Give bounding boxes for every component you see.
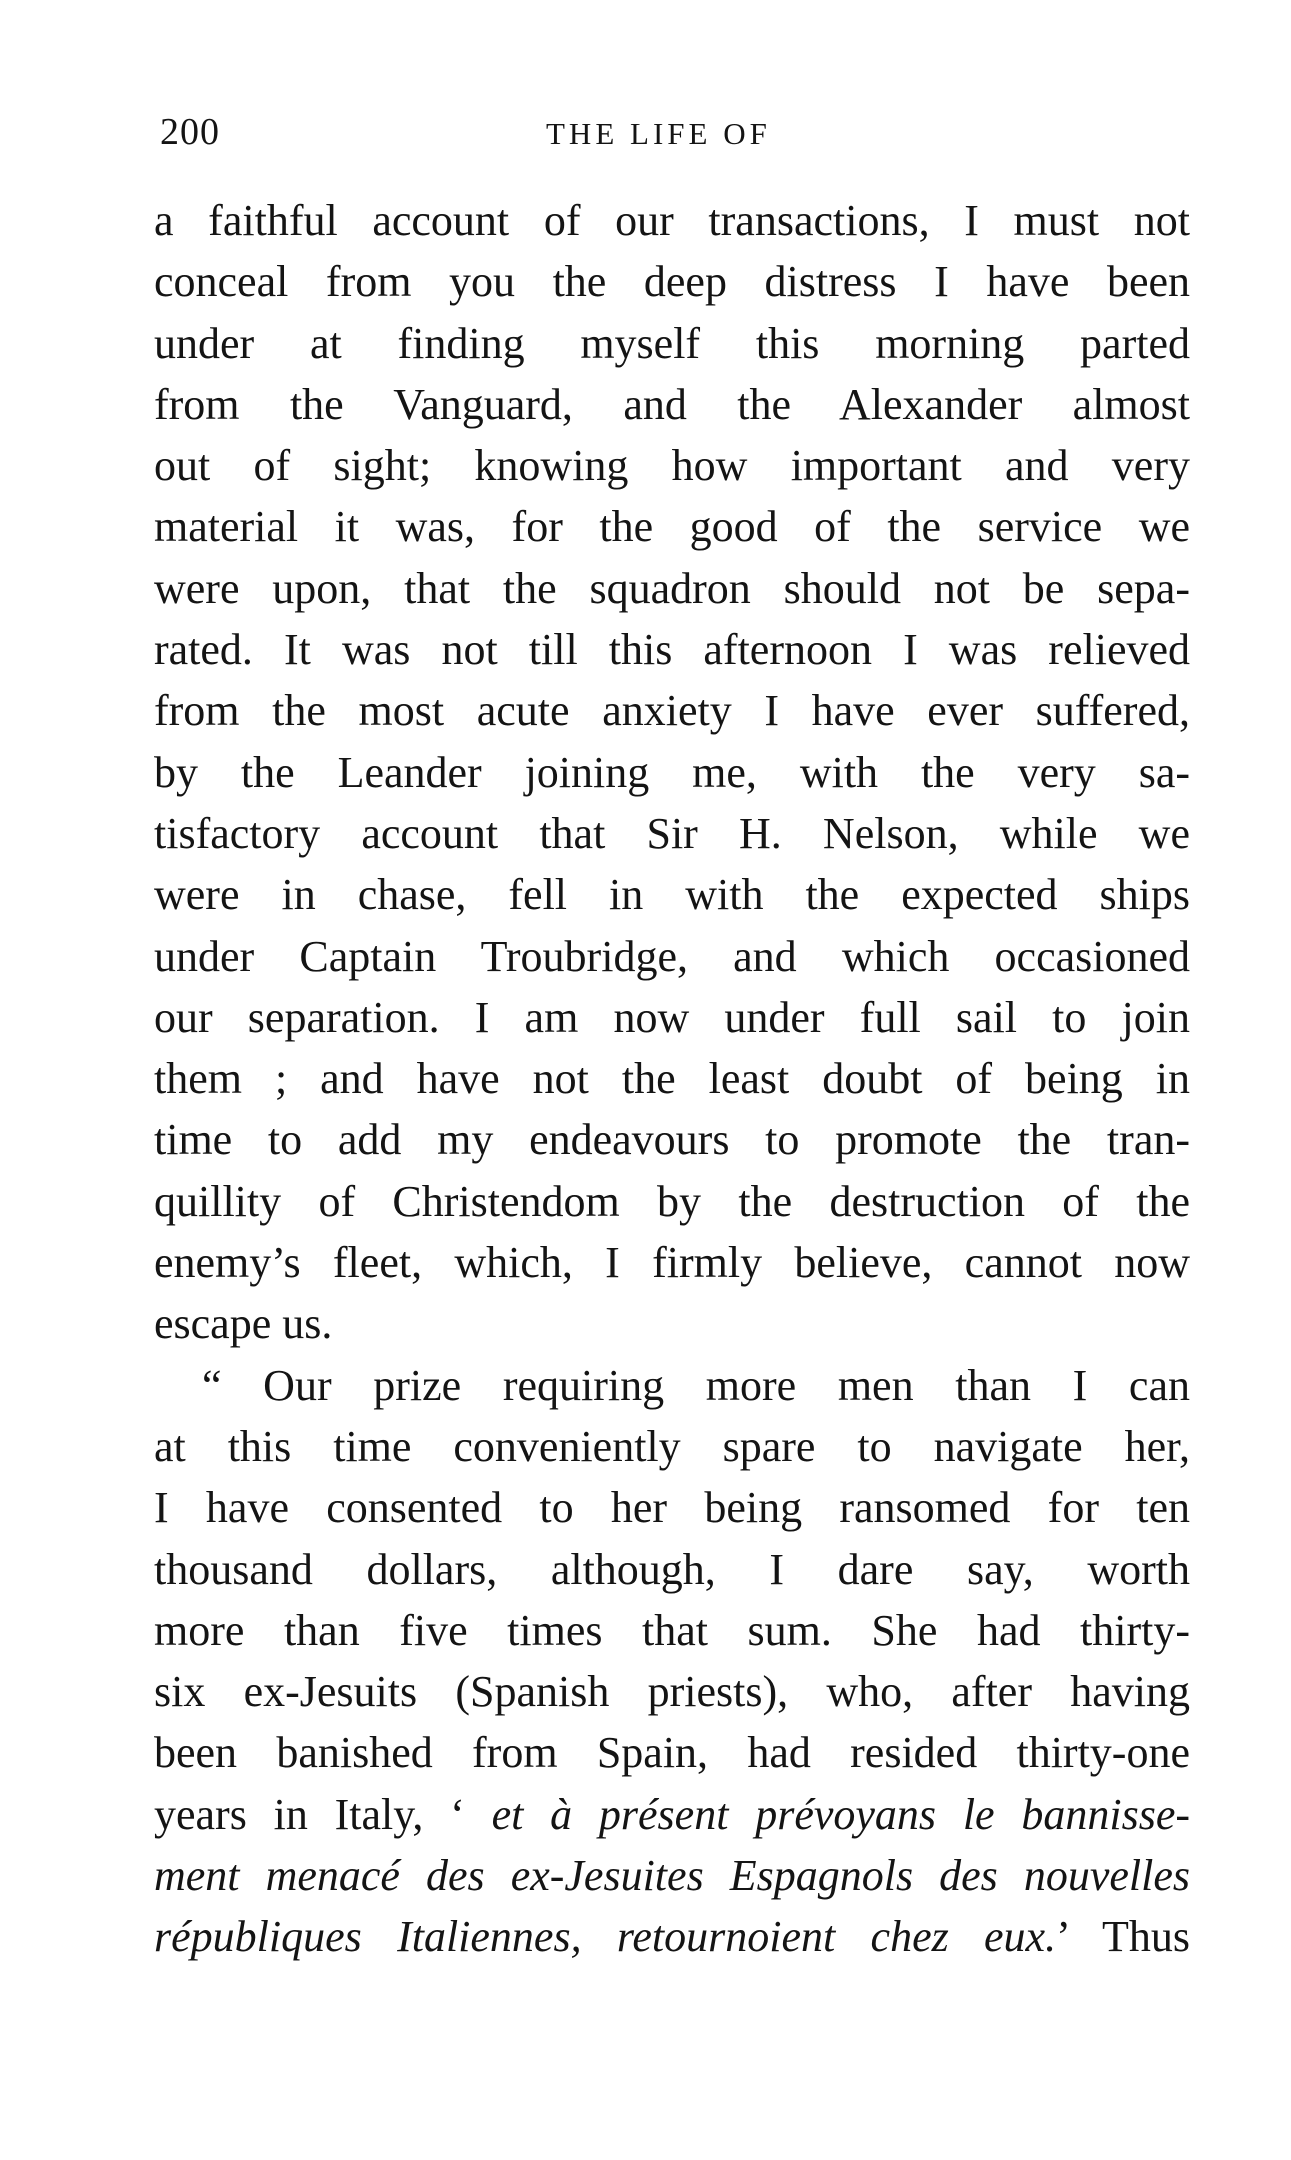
text-line bbox=[154, 313, 1190, 374]
text-span: were in chase, fell in with the expected ships bbox=[154, 870, 1190, 920]
text-span: been banished from Spain, had resided thirty-one bbox=[154, 1728, 1190, 1778]
text-span: by the Leander joining me, with the very sa- bbox=[154, 747, 1190, 797]
text-span: material it was, for the good of the service we bbox=[154, 502, 1190, 552]
text-span: a faithful account of our transactions, I must not bbox=[154, 196, 1190, 245]
text-span: rated. It was not till this afternoon I was relieved bbox=[154, 625, 1190, 675]
text-line bbox=[154, 987, 1190, 1048]
text-line bbox=[154, 680, 1190, 741]
text-span: years in Italy, ‘ bbox=[154, 1789, 492, 1839]
text-span: enemy’s fleet, which, I firmly believe, cannot now bbox=[154, 1238, 1190, 1288]
text-line bbox=[154, 1109, 1190, 1170]
text-line bbox=[154, 926, 1190, 987]
text-span: conceal from you the deep distress I have been bbox=[154, 257, 1190, 307]
text-span: quillity of Christendom by the destruction of the bbox=[154, 1176, 1190, 1226]
italic-text: ment menacé des ex-Jesuites Espagnols des nouvelles bbox=[154, 1851, 1190, 1901]
text-span: under Captain Troubridge, and which occasioned bbox=[154, 931, 1190, 981]
text-span: I have consented to her being ransomed for ten bbox=[154, 1483, 1190, 1533]
page-header bbox=[160, 110, 1190, 160]
text-line bbox=[154, 619, 1190, 680]
text-line bbox=[154, 496, 1190, 557]
text-span: them ; and have not the least doubt of being in bbox=[154, 1054, 1190, 1104]
text-line bbox=[154, 864, 1190, 925]
text-line bbox=[154, 742, 1190, 803]
text-span: our separation. I am now under full sail to join bbox=[154, 992, 1190, 1042]
text-line bbox=[154, 374, 1190, 435]
text-span: “ Our prize requiring more men than I can bbox=[202, 1360, 1190, 1410]
text-span: ’ Thus bbox=[1056, 1912, 1190, 1962]
text-line bbox=[154, 190, 1190, 251]
text-line bbox=[154, 1416, 1190, 1477]
text-line bbox=[154, 435, 1190, 496]
text-line bbox=[154, 803, 1190, 864]
text-line bbox=[154, 558, 1190, 619]
text-line bbox=[154, 1355, 1190, 1416]
text-line bbox=[154, 251, 1190, 312]
text-span: under at finding myself this morning parted bbox=[154, 318, 1190, 368]
text-line bbox=[154, 1477, 1190, 1538]
text-line bbox=[154, 1722, 1190, 1783]
text-line bbox=[154, 1906, 1190, 1967]
text-span: were upon, that the squadron should not be sepa- bbox=[154, 563, 1190, 613]
running-head: THE LIFE OF bbox=[546, 116, 771, 151]
text-span: six ex-Jesuits (Spanish priests), who, after having bbox=[154, 1667, 1190, 1717]
italic-text: et à présent prévoyans le bannisse- bbox=[491, 1789, 1190, 1839]
text-line bbox=[154, 1661, 1190, 1722]
body-text bbox=[154, 190, 1190, 1968]
text-line bbox=[154, 1600, 1190, 1661]
text-span: from the most acute anxiety I have ever suffered, bbox=[154, 686, 1190, 736]
text-span: more than five times that sum. She had thirty- bbox=[154, 1605, 1190, 1655]
text-span: escape us. bbox=[154, 1299, 333, 1349]
page-number: 200 bbox=[160, 111, 220, 153]
text-line bbox=[154, 1232, 1190, 1293]
text-span: out of sight; knowing how important and very bbox=[154, 441, 1190, 491]
text-span: at this time conveniently spare to navigate her, bbox=[154, 1421, 1190, 1471]
text-span: tisfactory account that Sir H. Nelson, while we bbox=[154, 808, 1190, 858]
text-line bbox=[154, 1048, 1190, 1109]
italic-text: républiques Italiennes, retournoient chez eux. bbox=[154, 1912, 1057, 1962]
text-span: time to add my endeavours to promote the tran- bbox=[154, 1115, 1190, 1165]
text-span: thousand dollars, although, I dare say, worth bbox=[154, 1544, 1190, 1594]
text-span: from the Vanguard, and the Alexander almost bbox=[154, 379, 1190, 429]
text-line bbox=[154, 1293, 1190, 1354]
text-line bbox=[154, 1171, 1190, 1232]
text-line bbox=[154, 1845, 1190, 1906]
text-line bbox=[154, 1539, 1190, 1600]
text-line bbox=[154, 1784, 1190, 1845]
